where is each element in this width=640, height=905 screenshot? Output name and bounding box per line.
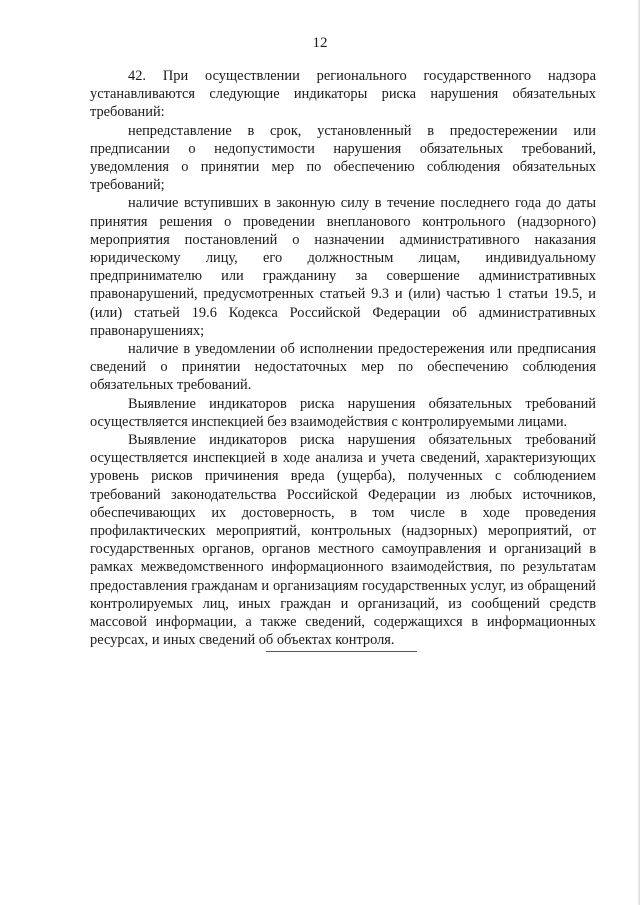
paragraph-indicator-insufficient-measures: наличие в уведомлении об исполнении предостережения или предписания сведений о принятии недостаточных мер по обеспечению соблюдения обязательных требований. <box>90 341 596 394</box>
paragraph-indicator-penalties: наличие вступивших в законную силу в течение последнего года до даты принятия решения о проведении внепланового контрольного (надзорного) мероприятия постановлений о назначении административного наказания юридическому лицу, его должностным лицам, индивидуальному предпринимателю или гражданину за совершение административных правонарушений, предусмотренных статьей 9.3 и (или) частью 1 статьи 19.5, и (или) статьей 19.6 Кодекса Российской Федерации об административных правонарушениях; <box>90 195 596 339</box>
end-divider-line <box>266 651 417 652</box>
paragraph-item-42-intro: 42. При осуществлении регионального государственного надзора устанавливаются следующие индикаторы риска нарушения обязательных требований: <box>90 68 596 121</box>
paragraph-detection-without-interaction: Выявление индикаторов риска нарушения обязательных требований осуществляется инспекцией без взаимодействия с контролируемыми лицами. <box>90 395 596 430</box>
document-body <box>90 67 596 650</box>
page-number: 12 <box>312 35 328 51</box>
paragraph-indicator-nonsubmission: непредставление в срок, установленный в предостережении или предписании о недопустимости нарушения обязательных требований, уведомления о принятии мер по обеспечению соблюдения обязательных требований; <box>90 122 596 194</box>
paragraph-detection-sources: Выявление индикаторов риска нарушения обязательных требований осуществляется инспекцией в ходе анализа и учета сведений, характеризующих уровень рисков причинения вреда (ущерба), полученных с соблюдением требований законодательства Российской Федерации из любых источников, обеспечивающих их достоверность, в том числе в ходе проведения профилактических мероприятий, контрольных (надзорных) мероприятий, от государственных органов, органов местного самоуправления и организаций в рамках межведомственного информационного взаимодействия, по результатам предоставления гражданам и организациям государственных услуг, из обращений контролируемых лиц, иных граждан и организаций, из сообщений средств массовой информации, а также сведений, содержащихся в информационных ресурсах, и иных сведений об объектах контроля. <box>90 432 596 649</box>
